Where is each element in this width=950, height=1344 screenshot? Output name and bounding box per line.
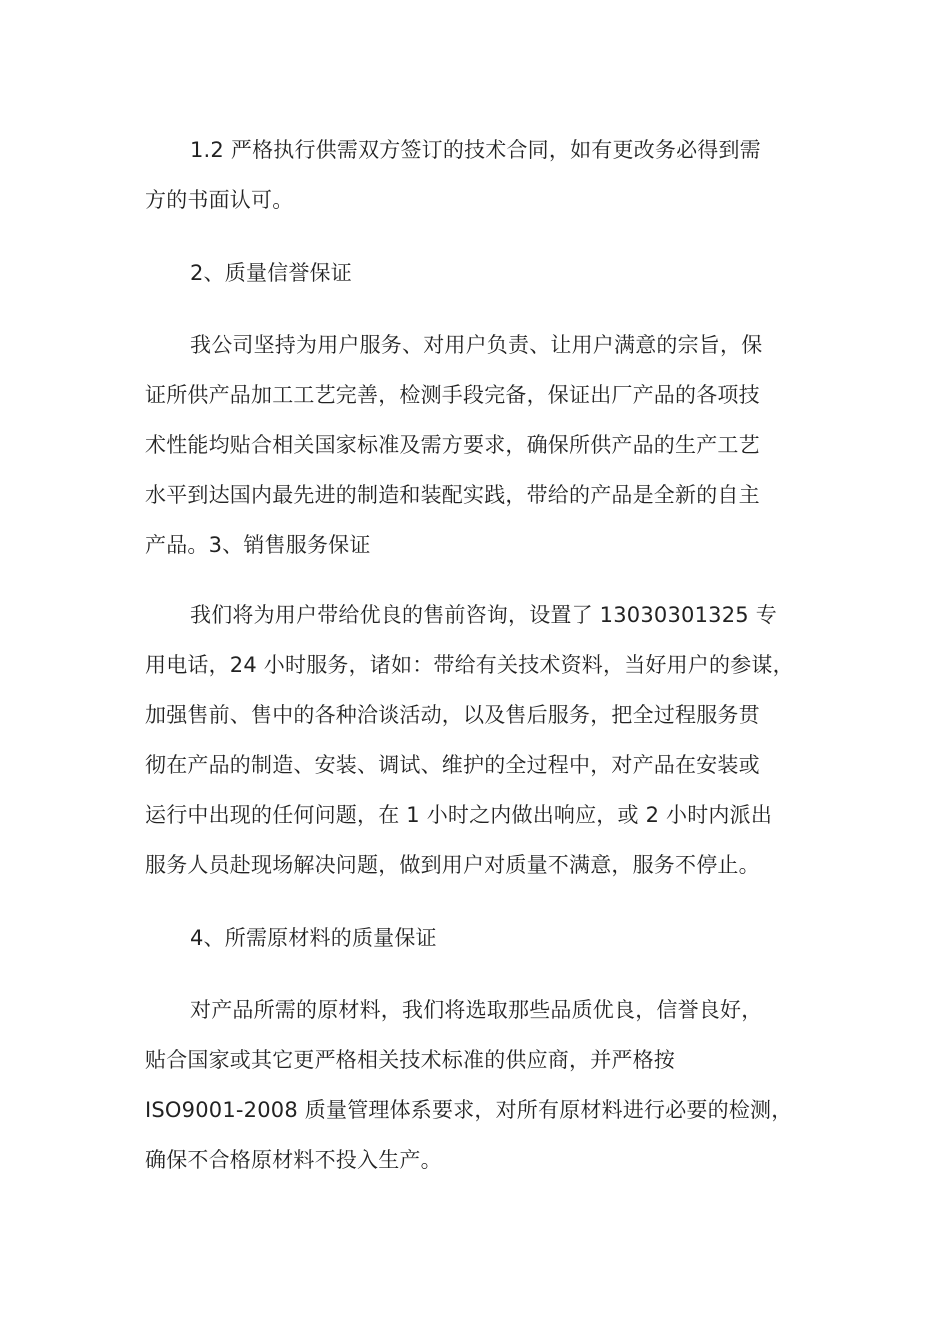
paragraph-4-line-2: 贴合国家或其它更严格相关技术标准的供应商，并严格按 [145,1048,675,1072]
paragraph-3-line-3: 加强售前、售中的各种洽谈活动，以及售后服务，把全过程服务贯 [145,703,760,727]
paragraph-3-line-6: 服务人员赴现场解决问题，做到用户对质量不满意，服务不停止。 [145,853,760,877]
section-heading-4: 4、所需原材料的质量保证 [190,926,437,950]
paragraph-2-line-2: 证所供产品加工工艺完善，检测手段完备，保证出厂产品的各项技 [145,383,760,407]
paragraph-1-2-line-1: 1.2 严格执行供需双方签订的技术合同，如有更改务必得到需 [190,138,761,162]
paragraph-3-line-1: 我们将为用户带给优良的售前咨询，设置了 13030301325 专 [190,603,777,627]
paragraph-2-line-4: 水平到达国内最先进的制造和装配实践，带给的产品是全新的自主 [145,483,760,507]
paragraph-1-2-line-2: 方的书面认可。 [145,188,294,212]
paragraph-3-line-4: 彻在产品的制造、安装、调试、维护的全过程中，对产品在安装或 [145,753,760,777]
section-heading-2: 2、质量信誉保证 [190,261,352,285]
paragraph-4-line-3: ISO9001-2008 质量管理体系要求，对所有原材料进行必要的检测， [145,1098,793,1122]
paragraph-2-line-5: 产品。3、销售服务保证 [145,533,371,557]
paragraph-4-line-4: 确保不合格原材料不投入生产。 [145,1148,442,1172]
paragraph-3-line-5: 运行中出现的任何问题，在 1 小时之内做出响应，或 2 小时内派出 [145,803,773,827]
paragraph-4-line-1: 对产品所需的原材料，我们将选取那些品质优良，信誉良好， [190,998,763,1022]
paragraph-3-line-2: 用电话，24 小时服务，诸如：带给有关技术资料，当好用户的参谋， [145,653,794,677]
paragraph-2-line-1: 我公司坚持为用户服务、对用户负责、让用户满意的宗旨，保 [190,333,763,357]
paragraph-2-line-3: 术性能均贴合相关国家标准及需方要求，确保所供产品的生产工艺 [145,433,760,457]
